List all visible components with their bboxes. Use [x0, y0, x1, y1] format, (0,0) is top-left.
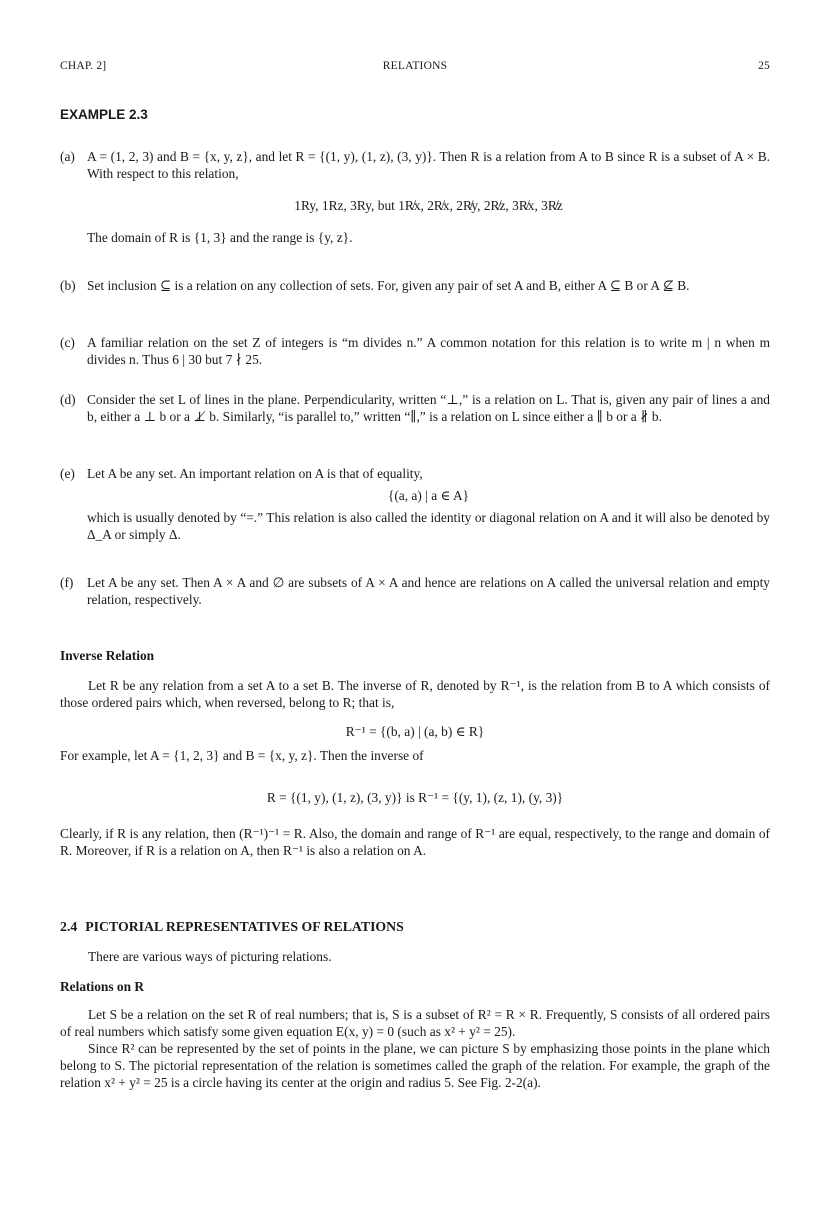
section-title: PICTORIAL REPRESENTATIVES OF RELATIONS — [85, 919, 404, 934]
item-label: (b) — [60, 278, 76, 293]
section-heading — [60, 918, 770, 935]
item-a-display: 1Ry, 1Rz, 3Ry, but 1R̸x, 2R̸x, 2R̸y, 2R̸z, 3R̸x, 3R̸z — [294, 198, 563, 213]
inverse-paragraph-3: Clearly, if R is any relation, then (R⁻¹)⁻¹ = R. Also, the domain and range of R⁻¹ are equal, respectively, to the range and domain of R. Moreover, if R is a relation on A, then R⁻¹ is also a relation on A. — [60, 826, 770, 858]
example-item-b — [60, 277, 770, 294]
item-label: (a) — [60, 149, 75, 164]
chapter-label: CHAP. 2] — [60, 60, 107, 72]
running-header — [60, 58, 770, 74]
inverse-relation-heading: Inverse Relation — [60, 648, 155, 663]
example-item-d — [60, 391, 770, 425]
section-number: 2.4 — [60, 919, 78, 934]
inverse-display-2: R = {(1, y), (1, z), (3, y)} is R⁻¹ = {(y, 1), (z, 1), (y, 3)} — [266, 790, 564, 805]
section-intro: There are various ways of picturing relations. — [88, 949, 332, 964]
item-f-text: Let A be any set. Then A × A and ∅ are subsets of A × A and hence are relations on A called the universal relation and empty relation, respectively. — [87, 575, 770, 607]
inverse-display-1: R⁻¹ = {(b, a) | (a, b) ∈ R} — [345, 724, 485, 739]
item-label: (e) — [60, 466, 75, 481]
item-label: (f) — [60, 575, 74, 590]
inverse-paragraph-2: For example, let A = {1, 2, 3} and B = {x, y, z}. Then the inverse of — [60, 748, 424, 763]
example-title: EXAMPLE 2.3 — [60, 107, 148, 122]
page-number: 25 — [758, 60, 770, 72]
relations-on-r-heading: Relations on R — [60, 979, 145, 994]
example-item-e — [60, 465, 770, 543]
inverse-paragraph-1: Let R be any relation from a set A to a set B. The inverse of R, denoted by R⁻¹, is the relation from B to A which consists of those ordered pairs which, when reversed, belong to R; that is, — [60, 678, 770, 710]
item-a-domain-range: The domain of R is {1, 3} and the range is {y, z}. — [87, 230, 353, 245]
example-item-f — [60, 574, 770, 608]
example-item-a — [60, 148, 770, 246]
item-b-text: Set inclusion ⊆ is a relation on any collection of sets. For, given any pair of set A and B, either A ⊆ B or A ⊈ B. — [87, 278, 690, 293]
item-c-text: A familiar relation on the set Z of integers is “m divides n.” A common notation for this relation is to write m | n when m divides n. Thus 6 | 30 but 7 ∤ 25. — [87, 335, 770, 367]
relations-on-r-paragraph-1: Let S be a relation on the set R of real numbers; that is, S is a subset of R² = R × R. Frequently, S consists of all ordered pairs of real numbers which satisfy some given equation E(x, y) = 0 (such as x² + y² = 25). — [60, 1007, 770, 1039]
item-e-text: Let A be any set. An important relation on A is that of equality, — [87, 466, 423, 481]
relations-on-r-paragraph-2: Since R² can be represented by the set of points in the plane, we can picture S by emphasizing those points in the plane which belong to S. The pictorial representation of the relation is sometimes called the graph of the relation. For example, the graph of the relation x² + y² = 25 is a circle having its center at the origin and radius 5. See Fig. 2-2(a). — [60, 1041, 770, 1090]
item-e-display: {(a, a) | a ∈ A} — [387, 488, 470, 503]
running-title: RELATIONS — [382, 60, 448, 72]
item-a-text: A = (1, 2, 3) and B = {x, y, z}, and let R = {(1, y), (1, z), (3, y)}. Then R is a relation from A to B since R is a subset of A × B. With respect to this relation, — [87, 149, 770, 181]
item-label: (d) — [60, 392, 76, 407]
example-item-c — [60, 334, 770, 368]
item-d-text: Consider the set L of lines in the plane. Perpendicularity, written “⊥,” is a relation on L. That is, given any pair of lines a and b, either a ⊥ b or a ⊥̸ b. Similarly, “is parallel to,” written “∥,” is a relation on L since either a ∥ b or a ∦ b. — [87, 392, 770, 424]
item-e-text-continued: which is usually denoted by “=.” This relation is also called the identity or diagonal relation on A and it will also be denoted by Δ_A or simply Δ. — [87, 510, 770, 542]
item-label: (c) — [60, 335, 75, 350]
